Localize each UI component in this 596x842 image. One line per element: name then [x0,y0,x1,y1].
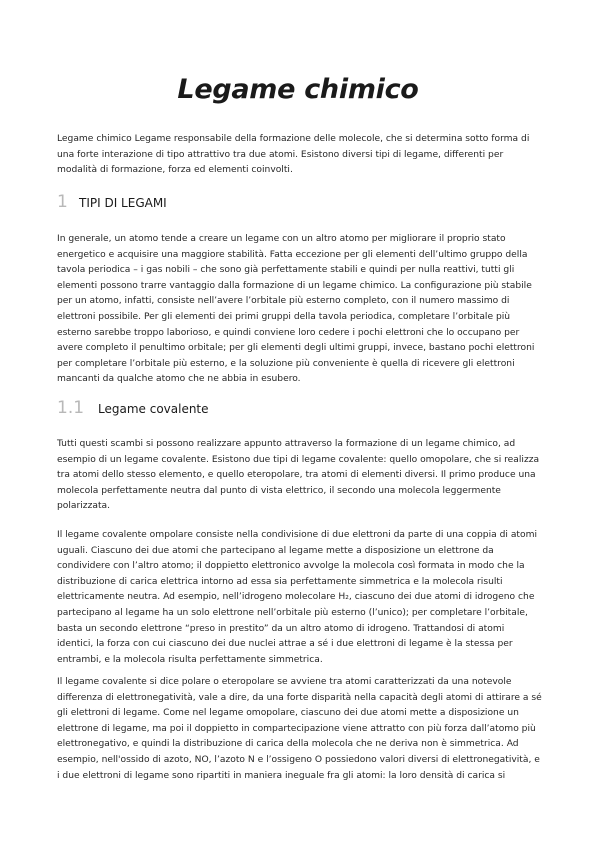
section-number: 1 [57,192,68,212]
section-heading-1-1 [57,398,209,418]
intro-paragraph: Legame chimico Legame responsabile della formazione delle molecole, che si determina sotto forma di una forte interazione di tipo attrattivo tra due atomi. Esistono diversi tipi di legame, differenti per modalità di formazione, forza ed elementi coinvolti. [57,134,530,176]
subsection-title: Legame covalente [98,402,209,416]
subsection-paragraph-1: Tutti questi scambi si possono realizzare appunto attraverso la formazione di un legame chimico, ad esempio di un legame covalente. Esistono due tipi di legame covalente: quello omopolare, che si realizza tra atomi dello stesso elemento, e quello eteropolare, tra atomi di elementi diversi. Il primo produce una molecola perfettamente neutra dal punto di vista elettrico, il secondo una molecola leggermente polarizzata. [57,439,540,512]
subsection-paragraph-3: Il legame covalente si dice polare o eteropolare se avviene tra atomi caratterizzati da una notevole differenza di elettronegatività, vale a dire, da una forte disparità nella capacità degli atomi di attirare a sé gli elettroni di legame. Come nel legame omopolare, ciascuno dei due atomi mette a disposizione un elettrone di legame, ma poi il doppietto in compartecipazione viene attratto con più forza dall’atomo più elettronegativo, e quindi la distribuzione di carica della molecola che ne deriva non è simmetrica. Ad esempio, nell'ossido di azoto, NO, l’azoto N e l’ossigeno O possiedono valori diversi di elettronegatività, e i due elettroni di legame sono ripartiti in maniera ineguale fra gli atomi: la loro densità di carica si [57,677,542,781]
section-title: TIPI DI LEGAMI [79,196,167,210]
document-title: Legame chimico [177,74,419,105]
section-1-paragraph: In generale, un atomo tende a creare un legame con un altro atomo per migliorare il proprio stato energetico e acquisire una maggiore stabilità. Fatta eccezione per gli elementi dell’ultimo gruppo della tavola periodica – i gas nobili – che sono già perfettamente stabili e quindi per nulla reattivi, tutti gli elementi possono trarre vantaggio dalla formazione di un legame chimico. La configurazione più stabile per un atomo, infatti, consiste nell’avere l’orbitale più esterno completo, con il numero massimo di elettroni possibile. Per gli elementi dei primi gruppi della tavola periodica, completare l’orbitale più esterno sarebbe troppo laborioso, e quindi conviene loro cedere i pochi elettroni che lo occupano per avere completo il penultimo orbitale; per gli elementi degli ultimi gruppi, invece, bastano pochi elettroni per completare l’orbitale più esterno, e la soluzione più conveniente è quella di ricevere gli elettroni mancanti da qualche atomo che ne abbia in esubero. [57,234,535,385]
subsection-paragraph-2: Il legame covalente ompolare consiste nella condivisione di due elettroni da parte di una coppia di atomi uguali. Ciascuno dei due atomi che partecipano al legame mette a disposizione un elettrone da condividere con l’altro atomo; il doppietto elettronico avvolge la molecola così formata in modo che la distribuzione di carica elettrica intorno ad essa sia perfettamente simmetrica e la molecola risulti elettricamente neutra. Ad esempio, nell’idrogeno molecolare H₂, ciascuno dei due atomi di idrogeno che partecipano al legame ha un solo elettrone nell’orbitale più esterno (l’unico); per completare l’orbitale, basta un secondo elettrone “preso in prestito” da un altro atomo di idrogeno. Trattandosi di atomi identici, la forza con cui ciascuno dei due nuclei attrae a sé i due elettroni di legame è la stessa per entrambi, e la molecola risulta perfettamente simmetrica. [57,530,538,665]
subsection-number: 1.1 [57,398,85,418]
section-heading-1 [57,192,167,212]
